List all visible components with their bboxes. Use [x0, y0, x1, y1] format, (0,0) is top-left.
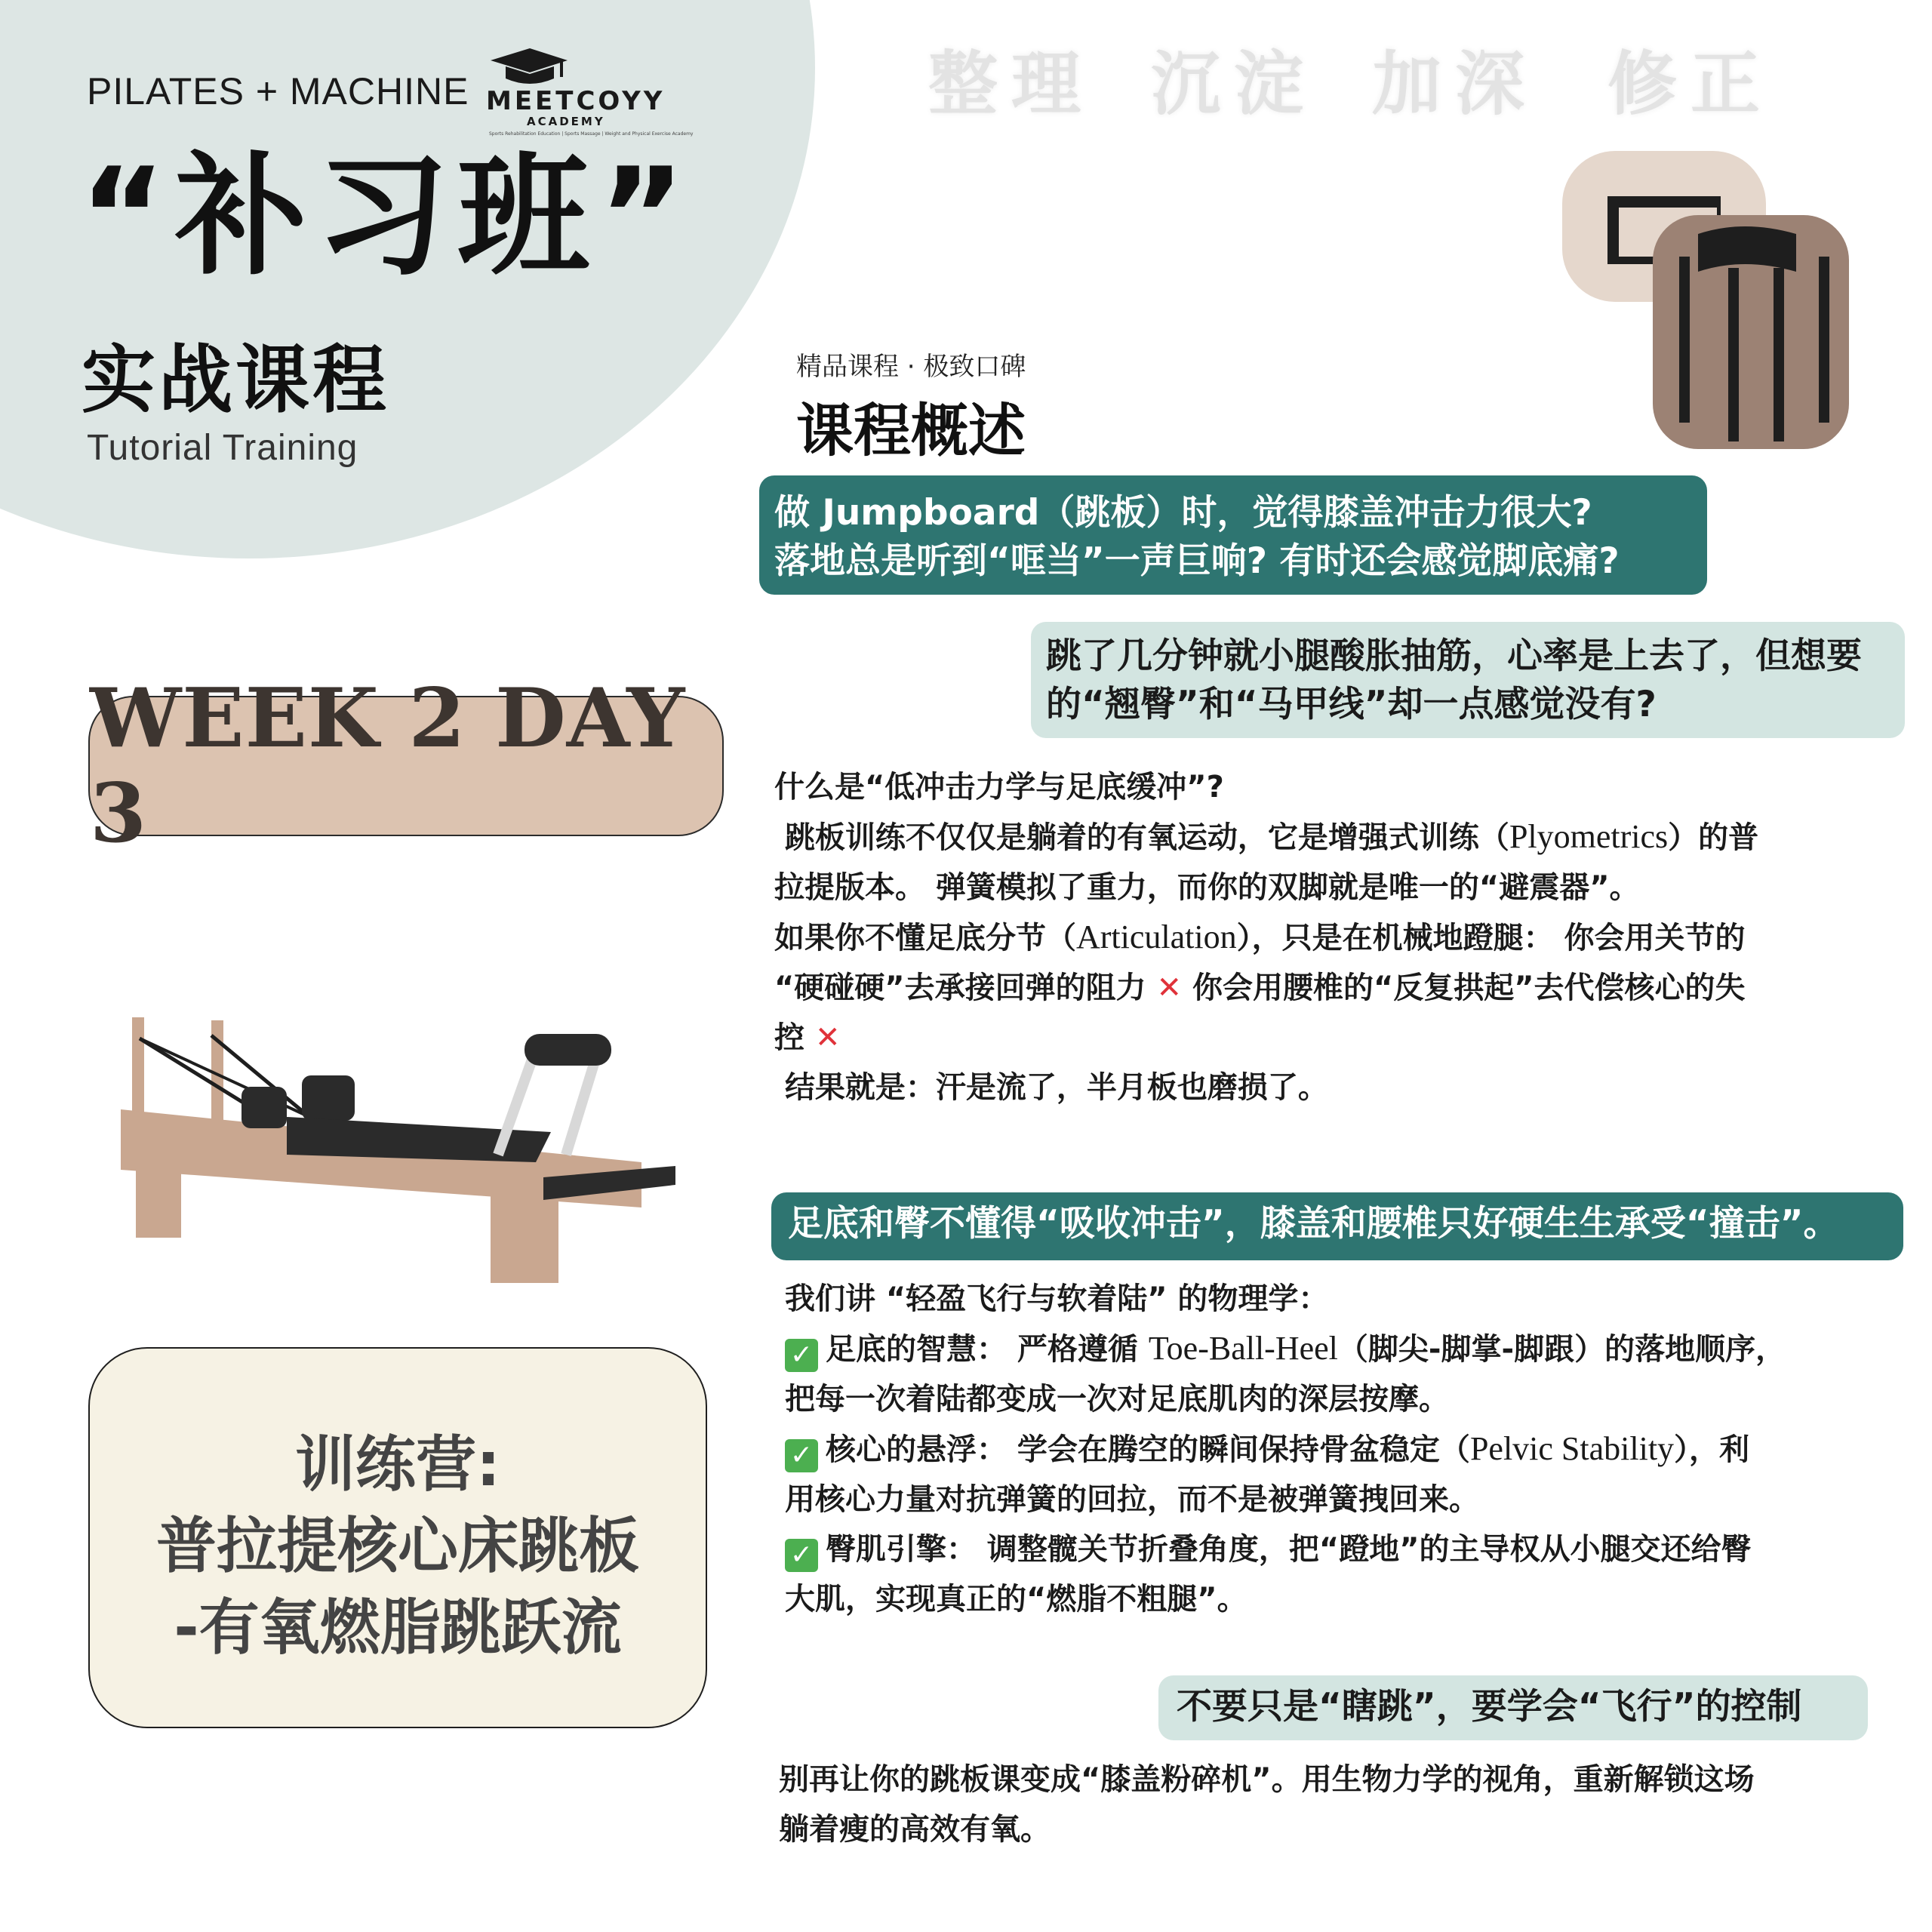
- faded-word: 整理: [928, 43, 1095, 125]
- week-text: WEEK 2 DAY 3: [90, 671, 686, 861]
- question-bubble: [1031, 622, 1905, 738]
- cross-mark-icon: ✕: [1156, 971, 1183, 1005]
- academy-logo: [483, 47, 694, 137]
- list-item: ✓ 足底的智慧： 严格遵循 Toe-Ball-Heel（脚尖-脚掌-脚跟）的落地顺序，: [785, 1324, 1902, 1374]
- check-mark-icon: ✓: [785, 1539, 818, 1572]
- logo-tagline: Sports Rehabilitation Education | Sports Massage | Weight and Physical Exercise Academy: [489, 131, 694, 137]
- list-item: ✓ 核心的悬浮： 学会在腾空的瞬间保持骨盆稳定（Pelvic Stability），利: [785, 1424, 1902, 1475]
- section-low-impact: [774, 762, 1906, 1112]
- logo-name: MEETCOYY: [486, 86, 666, 116]
- text-line: 把每一次着陆都变成一次对足底肌肉的深层按摩。: [785, 1382, 1449, 1417]
- section-soft-landing: [785, 1274, 1902, 1624]
- question-line: 落地总是听到“哐当”一声巨响? 有时还会感觉脚底痛?: [774, 540, 1620, 582]
- overview-tagline: 精品课程 · 极致口碑: [796, 352, 1026, 382]
- page-title: “补习班”: [79, 140, 695, 294]
- text-line: 控 ✕: [774, 1020, 841, 1055]
- week-badge: [88, 671, 724, 861]
- faded-word: 沉淀: [1151, 43, 1318, 125]
- check-mark-icon: ✓: [785, 1439, 818, 1472]
- question-line: 跳了几分钟就小腿酸胀抽筋，心率是上去了，但想要: [1046, 635, 1862, 677]
- check-mark-icon: ✓: [785, 1339, 818, 1372]
- brand-line: PILATES + MACHINE: [87, 70, 469, 112]
- text-line: 别再让你的跳板课变成“膝盖粉碎机”。用生物力学的视角，重新解锁这场: [779, 1762, 1755, 1797]
- list-item: ✓ 臀肌引擎： 调整髋关节折叠角度，把“蹬地”的主导权从小腿交还给臀: [785, 1524, 1902, 1574]
- question-bubble: [759, 475, 1707, 595]
- faded-word: 加深: [1372, 43, 1539, 125]
- overview-heading: 课程概述: [796, 397, 1026, 464]
- text-line: 跳板训练不仅仅是躺着的有氧运动，它是增强式训练（Plyometrics）的普: [784, 818, 1759, 855]
- question-line: 做 Jumpboard（跳板）时，觉得膝盖冲击力很大?: [774, 492, 1592, 534]
- page-subtitle: 实战课程: [82, 337, 390, 423]
- highlight-band: 足底和臀不懂得“吸收冲击”，膝盖和腰椎只好硬生生承受“撞击”。: [771, 1192, 1903, 1260]
- graduation-cap-icon: [483, 47, 574, 92]
- closing-text: [779, 1755, 1896, 1854]
- faded-word: 修正: [1607, 43, 1774, 125]
- camp-card: [88, 1347, 707, 1728]
- question-line: 的“翘臀”和“马甲线”却一点感觉没有?: [1046, 684, 1657, 725]
- text-line: 用核心力量对抗弹簧的回拉，而不是被弹簧拽回来。: [785, 1482, 1479, 1517]
- text-line: 结果就是：汗是流了，半月板也磨损了。: [784, 1070, 1328, 1105]
- control-pill: 不要只是“瞎跳”，要学会“飞行”的控制: [1158, 1675, 1868, 1740]
- text-line: 什么是“低冲击力学与足底缓冲”?: [774, 770, 1224, 804]
- text-line: 我们讲 “轻盈飞行与软着陆” 的物理学：: [785, 1281, 1329, 1316]
- ankle-weights-illustration: [1547, 143, 1879, 468]
- cross-mark-icon: ✕: [814, 1020, 841, 1055]
- reformer-machine-illustration: [113, 1004, 687, 1291]
- logo-sub: ACADEMY: [527, 115, 605, 128]
- page-subtitle-en: Tutorial Training: [87, 428, 358, 468]
- text-line: 躺着瘦的高效有氧。: [779, 1812, 1051, 1847]
- camp-line: -有氧燃脂跳跃流: [174, 1592, 622, 1663]
- text-line: 大肌，实现真正的“燃脂不粗腿”。: [785, 1582, 1247, 1617]
- text-line: “硬碰硬”去承接回弹的阻力 ✕ 你会用腰椎的“反复拱起”去代偿核心的失: [774, 971, 1746, 1005]
- text-line: 如果你不懂足底分节（Articulation），只是在机械地蹬腿： 你会用关节的: [774, 918, 1746, 955]
- camp-line: 普拉提核心床跳板: [156, 1511, 639, 1581]
- camp-line: 训练营:: [295, 1429, 500, 1500]
- text-line: 拉提版本。 弹簧模拟了重力，而你的双脚就是唯一的“避震器”。: [774, 870, 1640, 905]
